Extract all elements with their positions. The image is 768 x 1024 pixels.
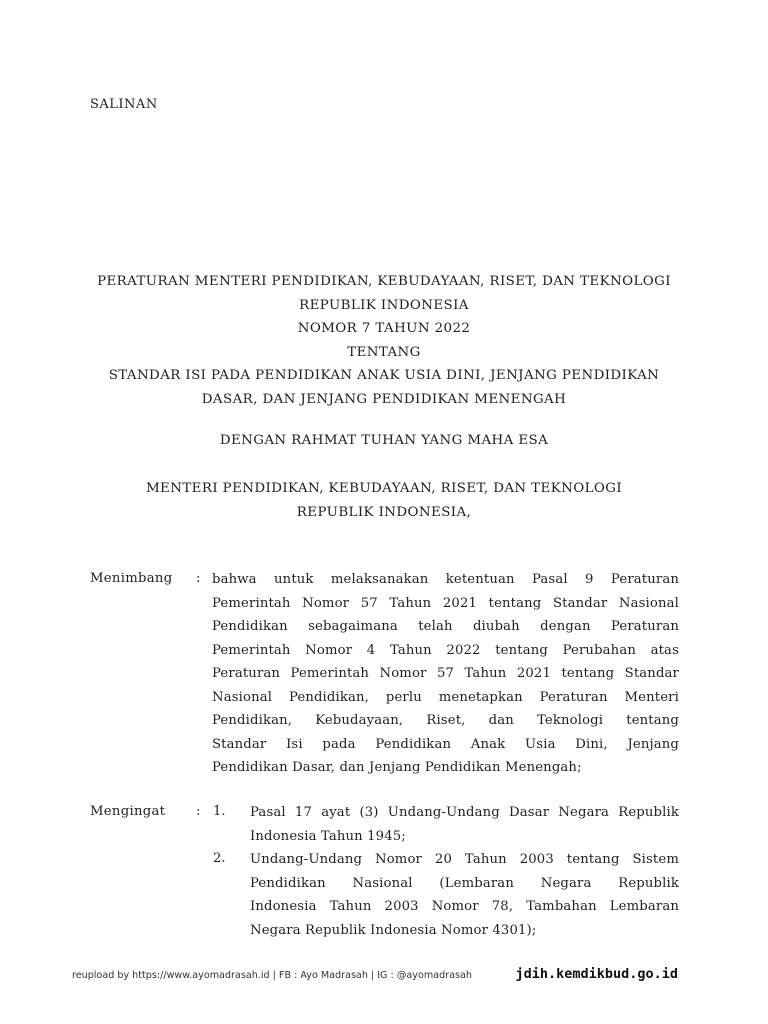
menimbang-colon: :	[196, 571, 201, 586]
mengingat-item-number: 2.	[213, 851, 226, 866]
mengingat-item-2	[250, 848, 679, 942]
menimbang-line: Pemerintah Nomor 57 Tahun 2021 tentang Standar Nasional	[212, 595, 679, 611]
title-line-2: REPUBLIK INDONESIA	[299, 297, 469, 313]
menimbang-line: Pemerintah Nomor 4 Tahun 2022 tentang Perubahan atas	[212, 642, 679, 658]
mengingat-item-line: Indonesia Tahun 1945;	[250, 828, 406, 844]
regulation-title	[70, 270, 698, 412]
reupload-footer: reupload by https://www.ayomadrasah.id | FB : Ayo Madrasah | IG : @ayomadrasah	[72, 970, 472, 981]
title-line-1: PERATURAN MENTERI PENDIDIKAN, KEBUDAYAAN, RISET, DAN TEKNOLOGI	[97, 274, 671, 289]
mengingat-item-line: Pasal 17 ayat (3) Undang-Undang Dasar Negara Republik	[250, 805, 679, 820]
menimbang-line: Nasional Pendidikan, perlu menetapkan Peraturan Menteri	[212, 689, 679, 705]
menimbang-text	[212, 568, 679, 780]
menimbang-line: Pendidikan sebagaimana telah diubah dengan Peraturan	[212, 619, 679, 634]
jdih-site-label: jdih.kemdikbud.go.id	[515, 966, 678, 982]
mengingat-item-1	[250, 801, 679, 848]
title-line-5: STANDAR ISI PADA PENDIDIKAN ANAK USIA DINI, JENJANG PENDIDIKAN	[108, 368, 660, 384]
mengingat-colon: :	[196, 804, 201, 819]
menimbang-line: Peraturan Pemerintah Nomor 57 Tahun 2021 tentang Standar	[212, 666, 679, 681]
menimbang-line: bahwa untuk melaksanakan ketentuan Pasal 9 Peraturan	[212, 572, 679, 587]
mengingat-item-line: Indonesia Tahun 2003 Nomor 78, Tambahan Lembaran	[250, 899, 679, 914]
mengingat-item-line: Undang-Undang Nomor 20 Tahun 2003 tentang Sistem	[250, 852, 679, 867]
menteri-line-2: REPUBLIK INDONESIA,	[296, 505, 472, 520]
mengingat-item-line: Pendidikan Nasional (Lembaran Negara Republik	[250, 875, 679, 891]
mengingat-item-line: Negara Republik Indonesia Nomor 4301);	[250, 922, 537, 938]
rahmat-line: DENGAN RAHMAT TUHAN YANG MAHA ESA	[219, 433, 549, 448]
menimbang-label: Menimbang	[90, 571, 173, 586]
menimbang-line: Pendidikan, Kebudayaan, Riset, dan Teknologi tentang	[212, 713, 679, 728]
menimbang-line: Pendidikan Dasar, dan Jenjang Pendidikan Menengah;	[212, 760, 582, 775]
mengingat-item-number: 1.	[213, 804, 226, 819]
title-line-3: NOMOR 7 TAHUN 2022	[297, 321, 471, 337]
menteri-line-1: MENTERI PENDIDIKAN, KEBUDAYAAN, RISET, DAN TEKNOLOGI	[145, 481, 623, 496]
title-line-4: TENTANG	[347, 344, 421, 360]
mengingat-label: Mengingat	[90, 804, 166, 819]
menimbang-line: Standar Isi pada Pendidikan Anak Usia Dini, Jenjang	[212, 736, 679, 752]
salinan-label: SALINAN	[90, 97, 158, 112]
title-line-6: DASAR, DAN JENJANG PENDIDIKAN MENENGAH	[201, 391, 567, 407]
